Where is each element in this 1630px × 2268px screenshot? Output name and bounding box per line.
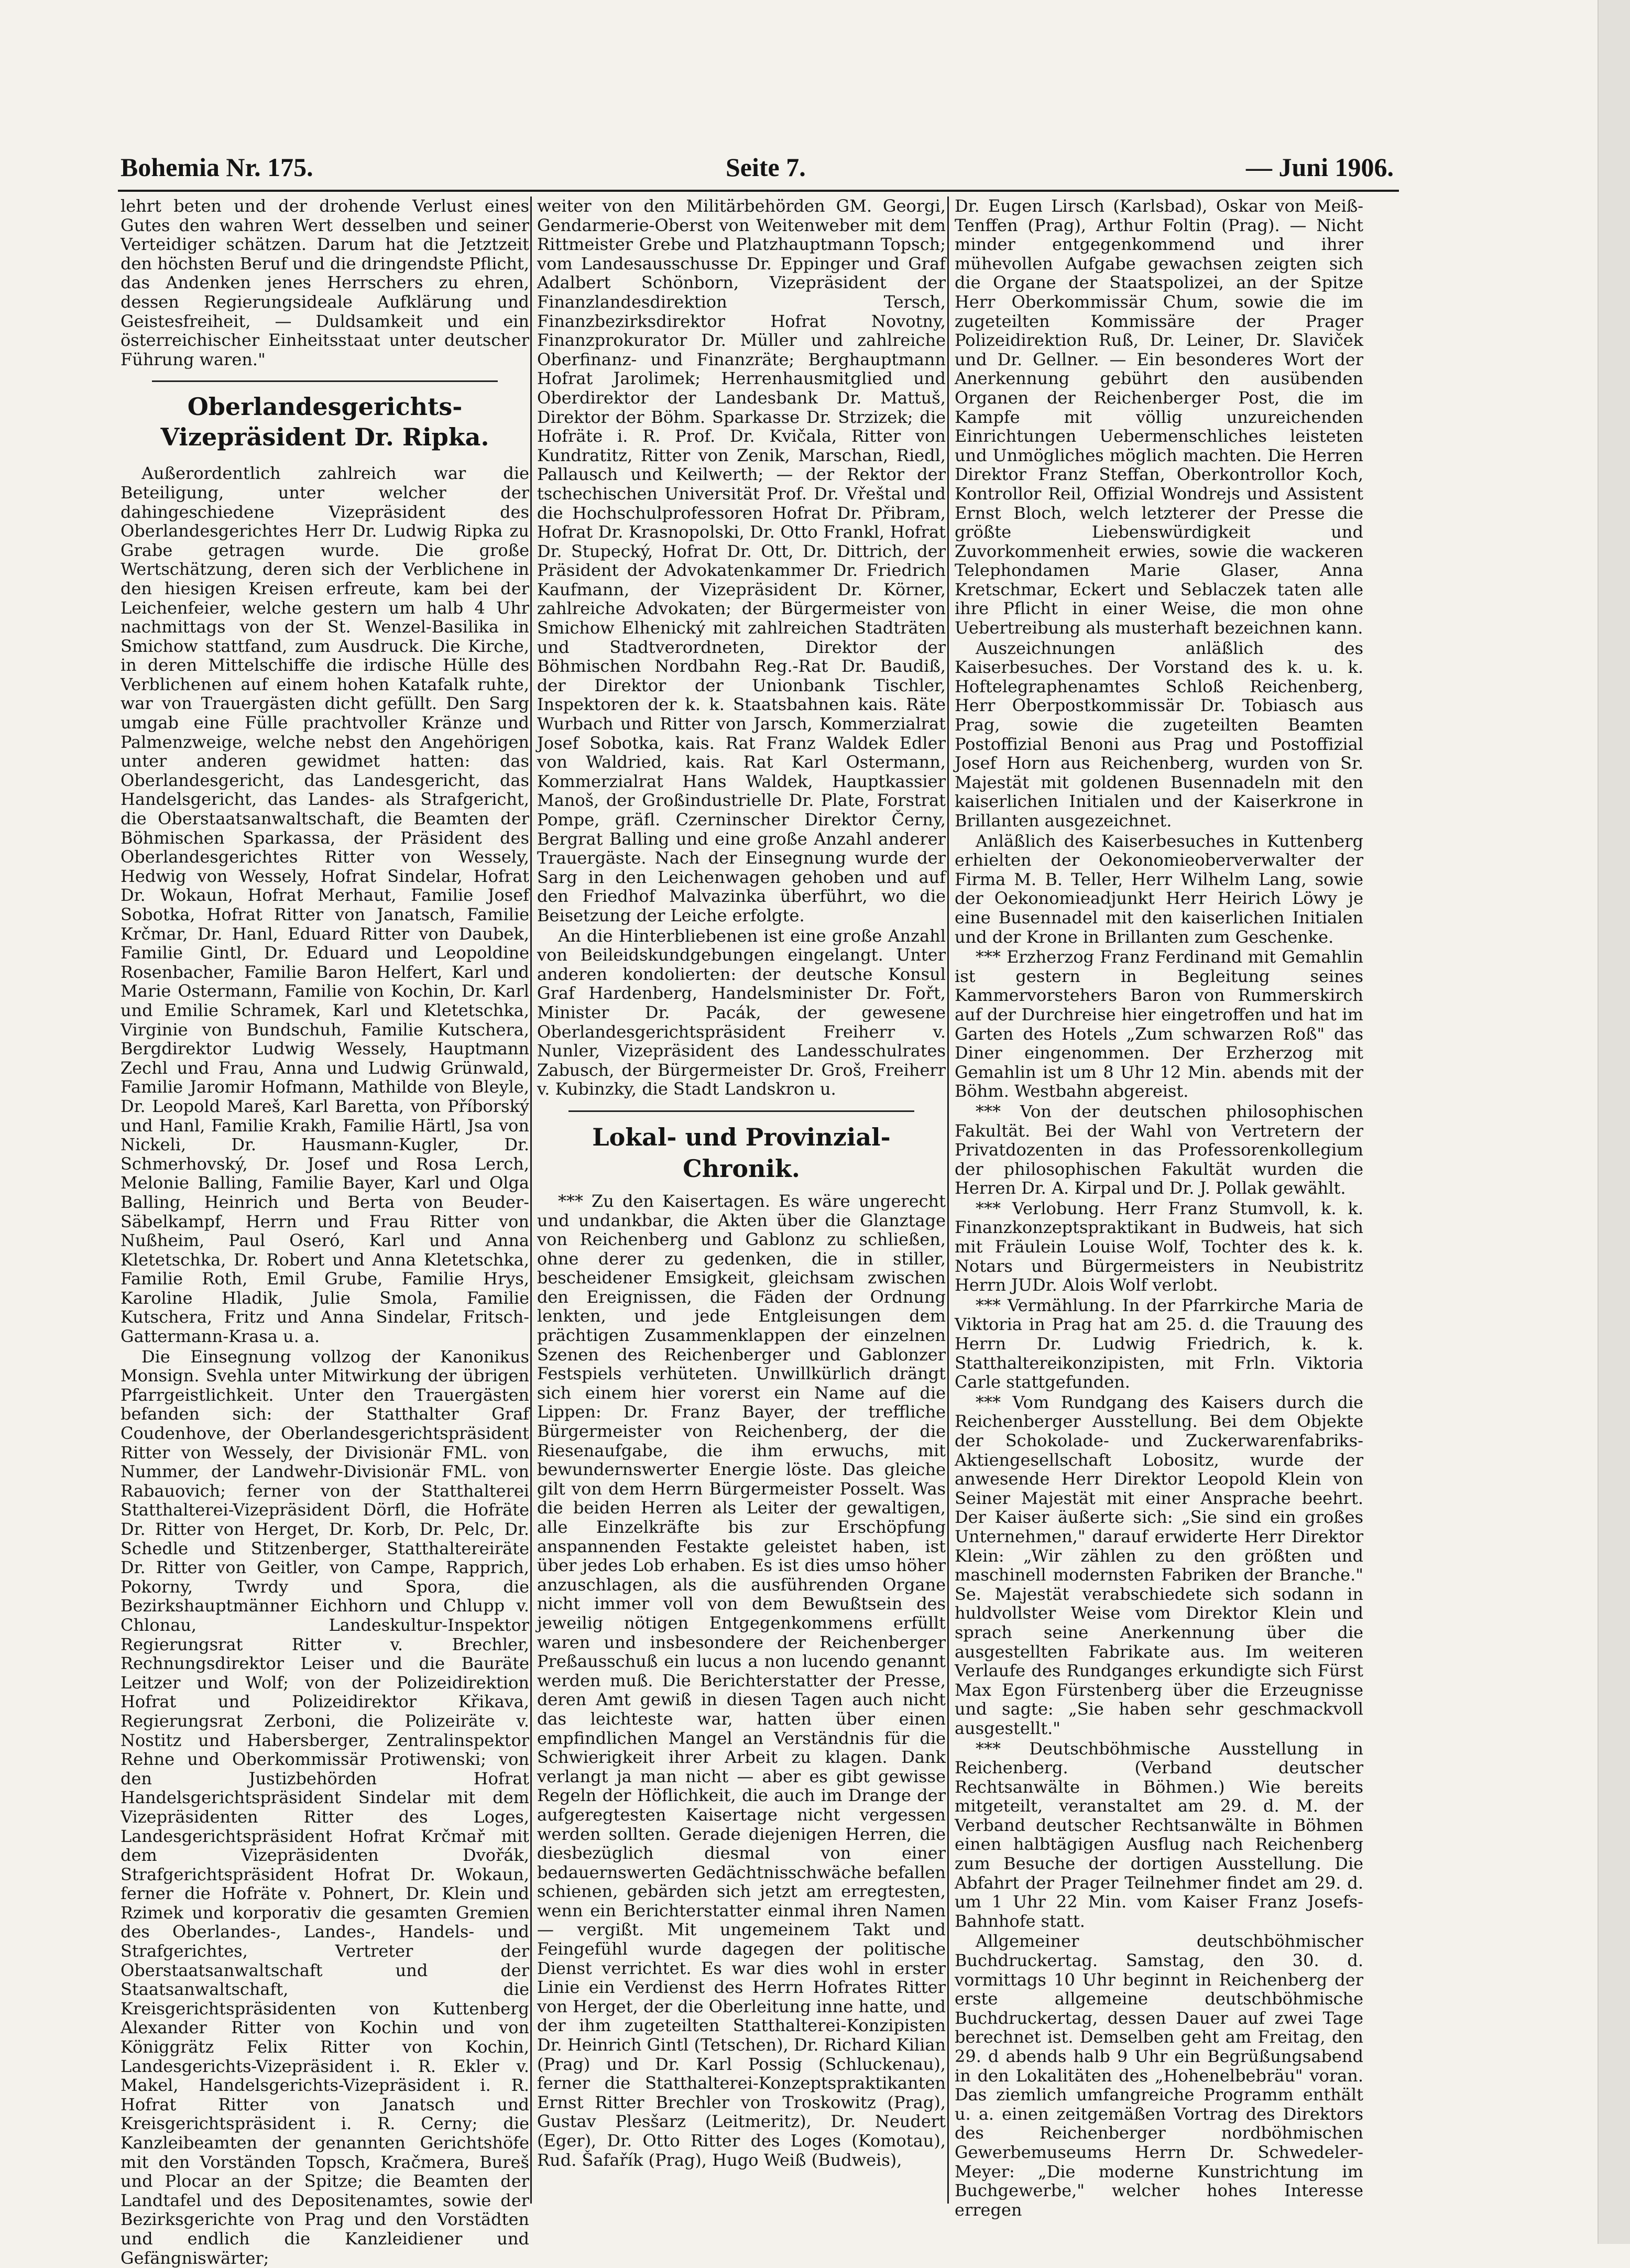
news-item: *** Vermählung. In der Pfarrkirche Maria de Viktoria in Prag hat am 25. d. die Trauung des Herrn Dr. Ludwig Friedrich, k. k. Statthaltereikonzipisten, mit Frln. Viktoria Carle stattgefunden. (955, 1295, 1363, 1392)
column-divider (947, 197, 949, 2204)
news-item: *** Erzherzog Franz Ferdinand mit Gemahlin ist gestern in Begleitung seines Kammervorstehers Baron von Rummerskirch auf der Durchreise hier eingetroffen und hat im Garten des Hotels „Zum schwarzen Roß" das Diner eingenommen. Der Erzherzog mit Gemahlin ist um 8 Uhr 12 Min. abends mit der Böhm. Westbahn abgereist. (955, 947, 1363, 1102)
article-paragraph: weiter von den Militärbehörden GM. Georgi, Gendarmerie-Oberst von Weitenweber mit dem Rittmeister Grebe und Platzhauptmann Topsch; vom Landesausschusse Dr. Eppinger und Graf Adalbert Schönborn, Vizepräsident der Finanzlandesdirektion Tersch, Finanzbezirksdirektor Hofrat Novotny, Finanzprokurator Dr. Müller und zahlreiche Oberfinanz- und Finanzräte; Berghauptmann Hofrat Jarolimek; Herrenhausmitglied und Oberdirektor der Landesbank Dr. Mattuš, Direktor der Böhm. Sparkasse Dr. Strzizek; die Hofräte i. R. Prof. Dr. Kvičala, Ritter von Kundratitz, Ritter von Zenik, Marschan, Riedl, Pallausch und Keilwerth; — der Rektor der tschechischen Universität Prof. Dr. Vřeštal und die Hochschulprofessoren Hofrat Dr. Přibram, Hofrat Dr. Krasnopolski, Dr. Otto Frankl, Hofrat Dr. Stupecký, Hofrat Dr. Ott, Dr. Dittrich, der Präsident der Advokatenkammer Dr. Friedrich Kaufmann, der Vizepräsident Dr. Körner, zahlreiche Advokaten; der Bürgermeister von Smichow Elhenický mit zahlreichen Stadträten und Stadtverordneten, Direktor der Böhmischen Nordbahn Reg.-Rat Dr. Baudiß, der Direktor der Unionbank Tischler, Inspektoren der k. k. Staatsbahnen kais. Räte Wurbach und Ritter von Jarsch, Kommerzialrat Josef Sobotka, kais. Rat Franz Waldek Edler von Waldried, kais. Rat Karl Ostermann, Kommerzialrat Hans Waldek, Hauptkassier Manoš, der Großindustrielle Dr. Plate, Forstrat Pompe, gräfl. Czerninscher Direktor Černy, Bergrat Balling und eine große Anzahl anderer Trauergäste. Nach der Einsegnung wurde der Sarg in den Leichenwagen gehoben und auf den Friedhof Malvazinka überführt, wo die Beisetzung der Leiche erfolgte. (537, 196, 946, 925)
article-paragraph: An die Hinterbliebenen ist eine große Anzahl von Beileidskundgebungen eingelangt. Unter anderen kondolierten: der deutsche Konsul Graf Hardenberg, Handelsminister Dr. Fořt, Minister Dr. Pacák, der gewesene Oberlandesgerichtspräsident Freiherr v. Nunler, Vizepräsident des Landesschulrates Zabusch, der Bürgermeister Dr. Groš, Freiherr v. Kubinzky, die Stadt Landskron u. (537, 925, 946, 1099)
section-headline: Lokal- und Provinzial-Chronik. (592, 1122, 891, 1183)
page-header (121, 152, 1394, 199)
article-separator (152, 380, 498, 382)
article-paragraph: Außerordentlich zahlreich war die Beteiligung, unter welcher der dahingeschiedene Vizepräsident des Oberlandesgerichtes Herr Dr. Ludwig Ripka zu Grabe getragen wurde. Die große Wertschätzung, deren sich der Verblichene in den hiesigen Kreisen erfreute, kam bei der Leichenfeier, welche gestern um halb 4 Uhr nachmittags von der St. Wenzel-Basilika in Smichow stattfand, zum Ausdruck. Die Kirche, in deren Mittelschiffe die irdische Hülle des Verblichenen auf einem hohen Katafalk ruhte, war von Trauergästen dicht gefüllt. Den Sarg umgab eine Fülle prachtvoller Kränze und Palmenzweige, welche nebst den Angehörigen unter anderen gewidmet hatten: das Oberlandesgericht, das Landesgericht, das Handelsgericht, das Landes- als Strafgericht, die Oberstaatsanwaltschaft, die Beamten der Böhmischen Sparkassa, der Präsident des Oberlandesgerichtes Ritter von Wessely, Hedwig von Wessely, Hofrat Sindelar, Hofrat Dr. Wokaun, Hofrat Merhaut, Familie Josef Sobotka, Hofrat Ritter von Janatsch, Familie Krčmar, Dr. Hanl, Eduard Ritter von Daubek, Familie Gintl, Dr. Eduard und Leopoldine Rosenbacher, Familie Baron Helfert, Karl und Marie Ostermann, Familie von Kochin, Dr. Karl und Emilie Schramek, Karl und Kletetschka, Virginie von Bundschuh, Familie Kutschera, Bergdirektor Ludwig Wessely, Hauptmann Zechl und Frau, Anna und Ludwig Grünwald, Familie Jaromir Hofmann, Mathilde von Bleyle, Dr. Leopold Mareš, Karl Baretta, von Příborský und Hanl, Familie Krakh, Familie Härtl, Jsa von Nickeli, Dr. Hausmann-Kugler, Dr. Schmerhovský, Dr. Josef und Rosa Lerch, Melonie Balling, Familie Bayer, Karl und Olga Balling, Heinrich und Berta von Beuder-Säbelkampf, Herrn und Frau Ritter von Nußheim, Paul Oseró, Karl und Anna Kletetschka, Dr. Robert und Anna Kletetschka, Familie Roth, Emil Grube, Familie Hrys, Karoline Hladik, Julie Smola, Familie Kutschera, Fritz und Anna Sindelar, Fritsch-Gattermann-Krasa u. a. (121, 463, 529, 1347)
column-3 (955, 196, 1363, 2220)
news-item: Auszeichnungen anläßlich des Kaiserbesuches. Der Vorstand des k. u. k. Hoftelegraphenamtes Schloß Reichenberg, Herr Oberpostkommissär Dr. Tobiasch aus Prag, sowie die zugeteilten Beamten Postoffizial Benoni aus Prag und Postoffizial Josef Horn aus Reichenberg, wurden von Sr. Majestät mit goldenen Busennadeln mit den kaiserlichen Initialen und der Kaiserkrone in Brillanten ausgezeichnet. (955, 638, 1363, 831)
news-item: *** Deutschböhmische Ausstellung in Reichenberg. (Verband deutscher Rechtsanwälte in Böhmen.) Wie bereits mitgeteilt, veranstaltet am 29. d. M. der Verband deutscher Rechtsanwälte in Böhmen einen halbtägigen Ausflug nach Reichenberg zum Besuche der dortigen Ausstellung. Die Abfahrt der Prager Teilnehmer findet am 29. d. um 1 Uhr 22 Min. vom Kaiser Franz Josefs-Bahnhofe statt. (955, 1738, 1363, 1931)
article-paragraph: Die Einsegnung vollzog der Kanonikus Monsign. Svehla unter Mitwirkung der übrigen Pfarrgeistlichkeit. Unter den Trauergästen befanden sich: der Statthalter Graf Coudenhove, der Oberlandesgerichtspräsident Ritter von Wessely, der Divisionär FML. von Nummer, der Landwehr-Divisionär FML. von Rabauovich; ferner von der Statthalterei Statthalterei-Vizepräsident Dörfl, die Hofräte Dr. Ritter von Herget, Dr. Korb, Dr. Pelc, Dr. Schedle und Stitzenberger, Statthaltereiräte Dr. Ritter von Geitler, von Campe, Rapprich, Pokorny, Twrdy und Spora, die Bezirkshauptmänner Eichhorn und Chlupp v. Chlonau, Landeskultur-Inspektor Regierungsrat Ritter v. Brechler, Rechnungsdirektor Leiser und die Bauräte Leitzer und Wolf; von der Polizeidirektion Hofrat und Polizeidirektor Křikava, Regierungsrat Zerboni, die Polizeiräte v. Nostitz und Habersberger, Zentralinspektor Rehne und Oberkommissär Protiwenski; von den Justizbehörden Hofrat Handelsgerichtspräsident Sindelar mit dem Vizepräsidenten Ritter des Loges, Landesgerichtspräsident Hofrat Krčmař mit dem Vizepräsidenten Dvořák, Strafgerichtspräsident Hofrat Dr. Wokaun, ferner die Hofräte v. Pohnert, Dr. Klein und Rzimek und korporativ die gesamten Gremien des Oberlandes-, Landes-, Handels- und Strafgerichtes, Vertreter der Oberstaatsanwaltschaft und der Staatsanwaltschaft, die Kreisgerichtspräsidenten von Kuttenberg Alexander Ritter von Kochin und von Königgrätz Felix Ritter von Kochin, Landesgerichts-Vizepräsident i. R. Ekler v. Makel, Handelsgerichts-Vizepräsident i. R. Hofrat Ritter von Janatsch und Kreisgerichtspräsident i. R. Cerny; die Kanzleibeamten der genannten Gerichtshöfe mit den Vorständen Topsch, Kračmera, Bureš und Plocar an der Spitze; die Beamten der Landtafel und des Depositenamtes, sowie der Bezirksgerichte von Prag und den Vorstädten und endlich die Kanzleidiener und Gefängniswärter; (121, 1346, 529, 2268)
article-paragraph: Dr. Eugen Lirsch (Karlsbad), Oskar von Meiß-Tenffen (Prag), Arthur Foltin (Prag). — Nicht minder entgegenkommend und ihrer mühevollen Aufgabe gewachsen zeigten sich die Organe der Staatspolizei, an der Spitze Herr Oberkommissär Chum, sowie die im zugeteilten Kommissäre der Prager Polizeidirektion Ruß, Dr. Leiner, Dr. Slaviček und Dr. Gellner. — Ein besonderes Wort der Anerkennung gebührt den ausübenden Organen der Reichenberger Post, die im Kampfe mit völlig unzureichenden Einrichtungen Uebermenschliches leisteten und Unmögliches möglich machten. Die Herren Direktor Franz Steffan, Oberkontrollor Koch, Kontrollor Reil, Offizial Wondrejs und Assistent Ernst Bloch, welch letzterer der Presse die größte Liebenswürdigkeit und Zuvorkommenheit erwies, sowie die wackeren Telephondamen Marie Glaser, Anna Kretschmar, Eckert und Seblaczek taten alle ihre Pflicht in einer Weise, die mon ohne Uebertreibung als musterhaft bezeichnen kann. (955, 196, 1363, 638)
news-item: *** Vom Rundgang des Kaisers durch die Reichenberger Ausstellung. Bei dem Objekte der Schokolade- und Zuckerwarenfabriks-Aktiengesellschaft Lobositz, wurde der anwesende Herr Direktor Leopold Klein von Seiner Majestät mit einer Ansprache beehrt. Der Kaiser äußerte sich: „Sie sind ein großes Unternehmen," darauf erwiderte Herr Direktor Klein: „Wir zählen zu den größten und maschinell modernsten Fabriken der Branche." Se. Majestät verabschiedete sich sodann in huldvollster Weise vom Direktor Klein und sprach seine Anerkennung über die ausgestellten Fabrikate aus. Im weiteren Verlaufe des Rundganges erkundigte sich Fürst Max Egon Fürstenberg über die Erzeugnisse und sagte: „Sie haben sehr geschmackvoll ausgestellt." (955, 1392, 1363, 1738)
news-item: *** Verlobung. Herr Franz Stumvoll, k. k. Finanzkonzeptspraktikant in Budweis, hat sich mit Fräulein Louise Wolf, Tochter des k. k. Notars und Bürgermeisters in Neubistritz Herrn JUDr. Alois Wolf verlobt. (955, 1198, 1363, 1295)
header-rule (118, 190, 1399, 192)
column-2 (537, 197, 946, 2204)
scan-edge (1598, 0, 1630, 2244)
article-continuation: lehrt beten und der drohende Verlust eines Gutes den wahren Wert desselben und seiner Verteidiger schätzen. Darum hat die Jetztzeit den höchsten Beruf und die dringendste Pflicht, das Andenken jenes Herrschers zu ehren, dessen Regierungsideale Aufklärung und Geistesfreiheit, — Duldsamkeit und ein österreichischer Einheitsstaat unter deutscher Führung waren." (121, 196, 529, 369)
article-headline: Oberlandesgerichts-Vizepräsident Dr. Ripka. (160, 392, 489, 452)
section-separator (568, 1110, 914, 1112)
news-item: *** Von der deutschen philosophischen Fakultät. Bei der Wahl von Vertretern der Privatdozenten in das Professorenkollegium der philosophischen Fakultät wurden die Herren Dr. A. Kirpal und Dr. J. Pollak gewählt. (955, 1101, 1363, 1198)
masthead-issue: Bohemia Nr. 175. (121, 152, 313, 182)
article-paragraph: *** Zu den Kaisertagen. Es wäre ungerecht und undankbar, die Akten über die Glanztage von Reichenberg und Gablonz zu schließen, ohne derer zu gedenken, die in stiller, bescheidener Emsigkeit, gleichsam zwischen den Ereignissen, die Fäden der Ordnung lenkten, und jede Entgleisungen dem prächtigen Zusammenklappen der einzelnen Szenen des Reichenberger und Gablonzer Festspiels verhüteten. Unwillkürlich drängt sich einem hier vorerst ein Name auf die Lippen: Dr. Franz Bayer, der treffliche Bürgermeister von Reichenberg, der die Riesenaufgabe, die ihm erwuchs, mit bewundernswerter Energie löste. Das gleiche gilt von dem Herrn Bürgermeister Posselt. Was die beiden Herren als Leiter der gewaltigen, alle Einzelkräfte bis zur Erschöpfung anspannenden Festakte geleistet haben, ist über jedes Lob erhaben. Es ist dies umso höher anzuschlagen, als die ausführenden Organe nicht immer voll von dem Bewußtsein des jeweilig nötigen Entgegenkommens erfüllt waren und insbesondere der Reichenberger Preßausschuß ein lucus a non lucendo genannt werden muß. Die Berichterstatter der Presse, deren Amt gewiß in diesen Tagen auch nicht das leichteste war, hatten über einen empfindlichen Mangel an Verständnis für die Schwierigkeit ihrer Arbeit zu klagen. Dank verlangt ja man nicht — aber es gibt gewisse Regeln der Höflichkeit, die auch im Drange der aufgeregtesten Kaisertage nicht vergessen werden sollten. Gerade diejenigen Herren, die diesbezüglich diesmal von einer bedauernswerten Gedächtnisschwäche befallen schienen, gebärden sich jetzt am erregtesten, wenn ein Berichterstatter einmal ihren Namen — vergißt. Mit ungemeinem Takt und Feingefühl wurde dagegen der politische Dienst verrichtet. Es war dies wohl in erster Linie ein Verdienst des Herrn Hofrates Ritter von Herget, der die Oberleitung inne hatte, und der ihm zugeteilten Statthalterei-Konzipisten Dr. Heinrich Gintl (Tetschen), Dr. Richard Kilian (Prag) und Dr. Karl Possig (Schluckenau), ferner die Statthalterei-Konzeptspraktikanten Ernst Ritter Brechler von Troskowitz (Prag), Gustav Plesšarz (Leitmeritz), Dr. Neudert (Eger), Dr. Otto Ritter des Loges (Komotau), Rud. Šafařík (Prag), Hugo Weiß (Budweis), (537, 1191, 946, 2170)
issue-date: — Juni 1906. (1245, 152, 1394, 182)
column-1 (121, 196, 529, 2268)
column-divider (530, 197, 532, 2204)
page-number: Seite 7. (726, 152, 806, 182)
news-item: Anläßlich des Kaiserbesuches in Kuttenberg erhielten der Oekonomieoberverwalter der Firma M. B. Teller, Herr Wilhelm Lang, sowie der Oekonomieadjunkt Herr Heirich Löwy je eine Busennadel mit den kaiserlichen Initialen und der Krone in Brillanten zum Geschenke. (955, 831, 1363, 947)
news-item: Allgemeiner deutschböhmischer Buchdruckertag. Samstag, den 30. d. vormittags 10 Uhr beginnt in Reichenberg der erste allgemeine deutschböhmische Buchdruckertag, dessen Dauer auf zwei Tage berechnet ist. Demselben geht am Freitag, den 29. d abends halb 9 Uhr ein Begrüßungsabend in den Lokalitäten des „Hohenelbebräu" voran. Das ziemlich umfangreiche Programm enthält u. a. einen zeitgemäßen Vortrag des Direktors des Reichenberger nordböhmischen Gewerbemuseums Herrn Dr. Schwedeler-Meyer: „Die moderne Kunstrichtung im Buchgewerbe," welcher hohes Interesse erregen (955, 1931, 1363, 2220)
